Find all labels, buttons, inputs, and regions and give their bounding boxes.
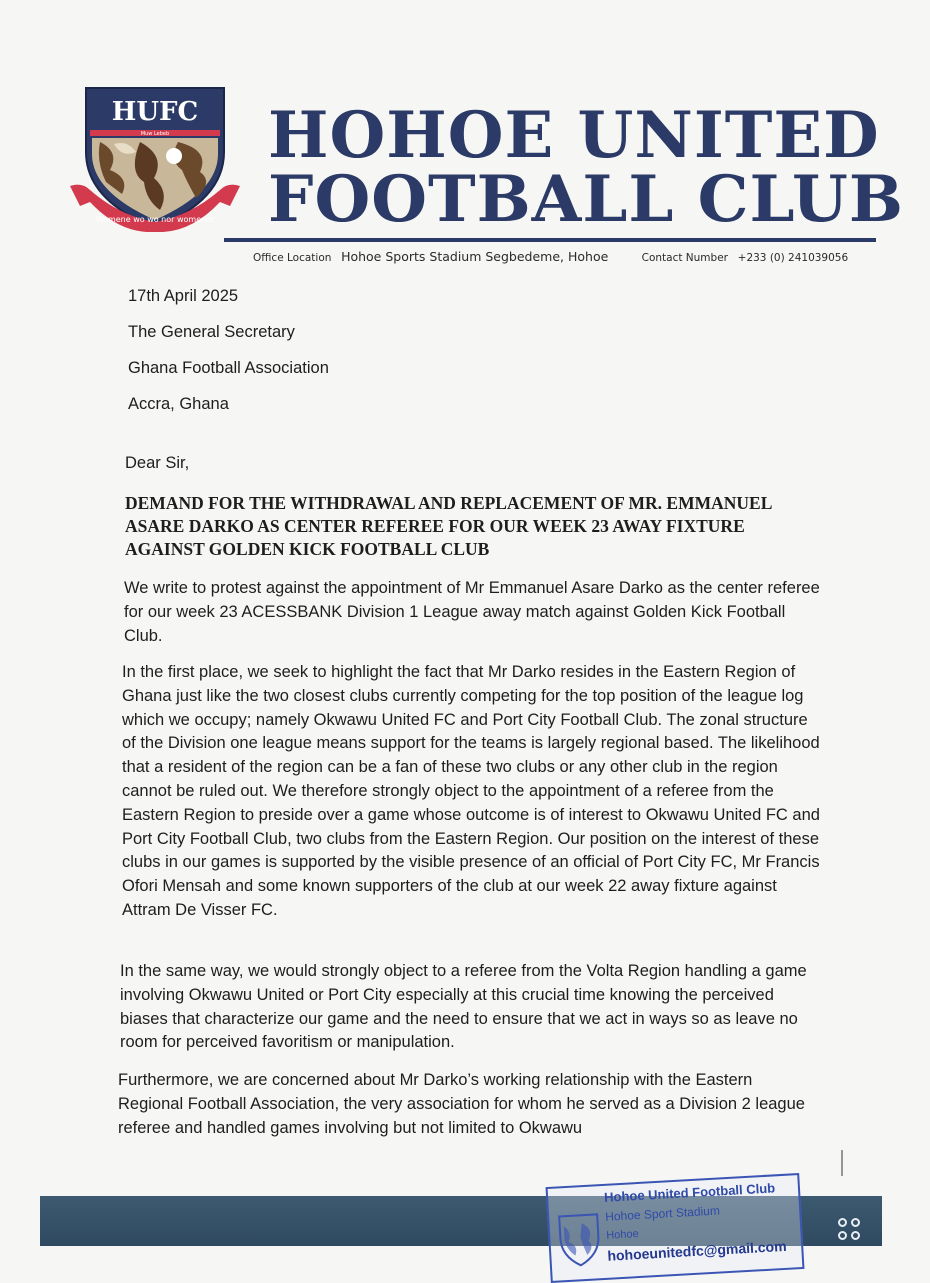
office-contact-line [253,249,848,264]
footer-dots-icon [838,1218,868,1248]
salutation: Dear Sir, [125,454,190,472]
club-name-line1: HOHOE UNITED [268,98,880,173]
crest-ribbon-text: Womene wo wo nor womenor [95,215,215,224]
recipient-line: The General Secretary [128,323,295,341]
stamp-crest-icon [555,1210,604,1268]
recipient-line: Accra, Ghana [128,395,229,413]
body-paragraph: In the same way, we would strongly object to a referee from the Volta Region handling a game involving Okwawu United or Port City especially at this crucial time knowing the perceived biases that characterize our game and the need to ensure that we act in ways so as leave no room for perceived favoritism or manipulation. [120,962,807,1052]
contact-label: Contact Number [641,252,728,264]
club-name-heading [268,98,904,237]
club-name-line2: FOOTBALL CLUB [268,162,904,237]
body-paragraph: Furthermore, we are concerned about Mr Darko’s working relationship with the Eastern Regional Football Association, the very association for whom he served as a Division 2 league referee and handled games involving but not limited to Okwawu [118,1071,805,1137]
contact-number: +233 (0) 241039056 [737,252,849,264]
club-crest-logo [70,82,240,232]
body-paragraph: We write to protest against the appointment of Mr Emmanuel Asare Darko as the center referee for our week 23 ACESSBANK Division 1 League away match against Golden Kick Football Club. [124,579,820,645]
stamp-email: hohoeunitedfc@gmail.com [607,1237,787,1264]
stamp-town: Hohoe [605,1228,640,1242]
stamp-club-name: Hohoe United Football Club [603,1180,776,1205]
office-label: Office Location [253,252,332,264]
office-address: Hohoe Sports Stadium Segbedeme, Hohoe [341,249,609,264]
club-stamp [546,1173,805,1283]
letter-subject: DEMAND FOR THE WITHDRAWAL AND REPLACEMENT OF MR. EMMANUEL ASARE DARKO AS CENTER REFEREE FOR OUR WEEK 23 AWAY FIXTURE AGAINST GOLDEN KICK FOOTBALL CLUB [125,493,772,559]
recipient-line: Ghana Football Association [128,359,329,377]
header-divider [224,238,876,242]
crest-motto: Muw Lebeb [140,131,170,137]
recipient-block [128,278,329,422]
stamp-location: Hohoe Sport Stadium [604,1203,721,1224]
pen-mark [840,1150,844,1176]
letter-date: 17th April 2025 [128,287,239,305]
crest-initials: HUFC [111,97,199,127]
body-paragraph: In the first place, we seek to highlight the fact that Mr Darko resides in the Eastern Region of Ghana just like the two closest clubs currently competing for the top position of the league log which we occupy; namely Okwawu United FC and Port City Football Club. The zonal structure of the Division one league means support for the teams is largely regional based. The likelihood that a resident of the region can be a fan of these two clubs or any other club in the region cannot be ruled out. We therefore strongly object to the appointment of a referee from the Eastern Region to preside over a game whose outcome is of interest to Okwawu United FC and Port City Football Club, two clubs from the Eastern Region. Our position on the interest of these clubs in our games is supported by the visible presence of an official of Port City FC, Mr Francis Ofori Mensah and some known supporters of the club at our week 22 away fixture against Attram De Visser FC. [122,663,820,919]
